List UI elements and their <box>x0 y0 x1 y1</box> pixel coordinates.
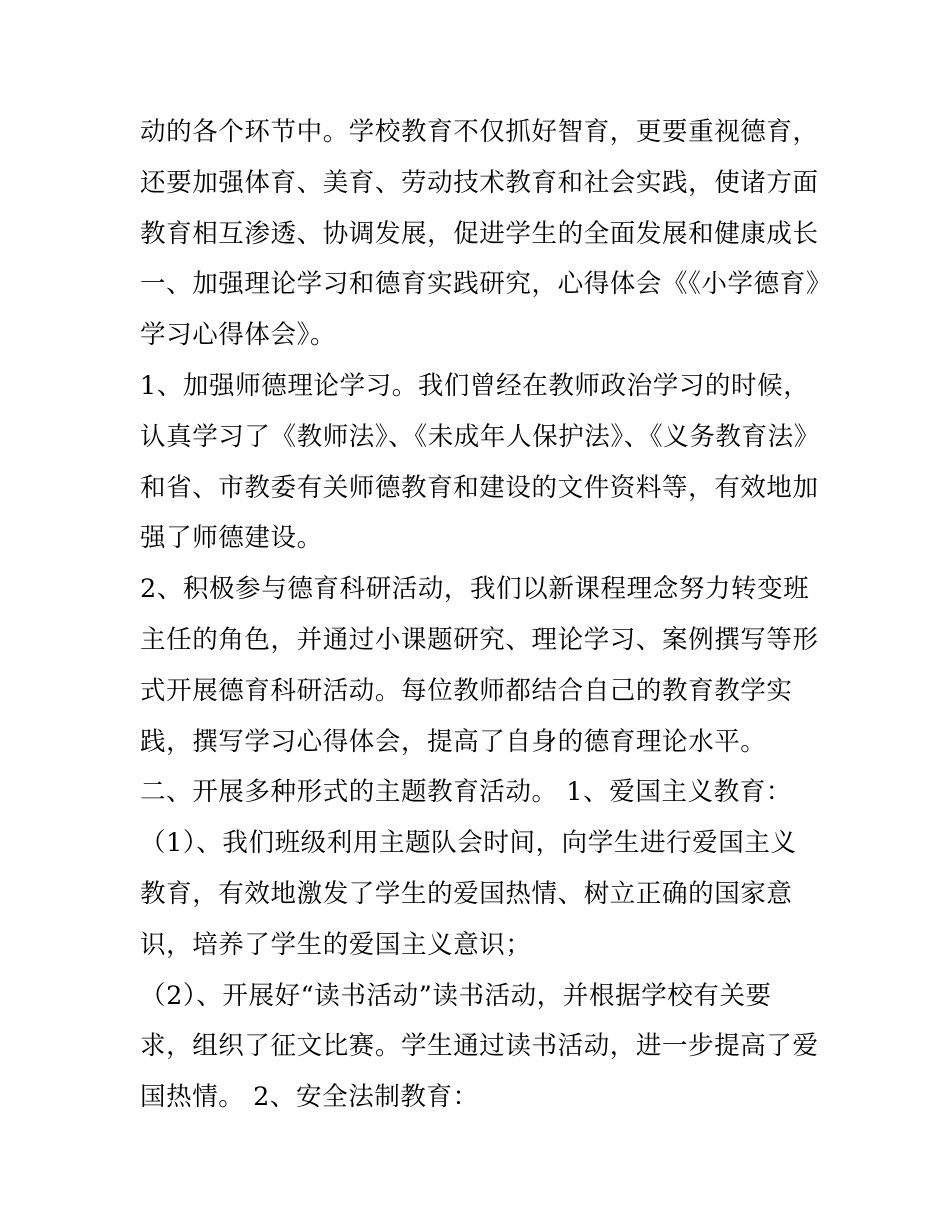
paragraph-subitem-2: （2）、开展好“读书活动”读书活动，并根据学校有关要求，组织了征文比赛。学生通过读书活动，进一步提高了爱国热情。 2、安全法制教育： <box>140 980 819 1113</box>
paragraph-item-2: 2、积极参与德育科研活动，我们以新课程理念努力转变班主任的角色，并通过小课题研究、理论学习、案例撰写等形式开展德育科研活动。每位教师都结合自己的教育教学实践，撰写学习心得体会，提高了自身的德育理论水平。 <box>140 574 819 757</box>
document-body <box>140 107 820 1123</box>
section-heading-2: 二、开展多种形式的主题教育活动。 1、爱国主义教育： <box>140 777 792 808</box>
section-heading-1: 一、加强理论学习和德育实践研究，心得体会《《小学德育》学习心得体会》。 <box>140 269 820 351</box>
paragraph-subitem-1: （1）、我们班级利用主题队会时间，向学生进行爱国主义教育，有效地激发了学生的爱国热情、树立正确的国家意识，培养了学生的爱国主义意识； <box>140 828 797 960</box>
paragraph-item-1: 1、加强师德理论学习。我们曾经在教师政治学习的时候，认真学习了《教师法》、《未成年人保护法》、《义务教育法》和省、市教委有关师德教育和建设的文件资料等，有效地加强了师德建设。 <box>140 370 820 554</box>
paragraph-continuation: 动的各个环节中。学校教育不仅抓好智育，更要重视德育，还要加强体育、美育、劳动技术教育和社会实践，使诸方面教育相互渗透、协调发展，促进学生的全面发展和健康成长 <box>140 117 819 249</box>
